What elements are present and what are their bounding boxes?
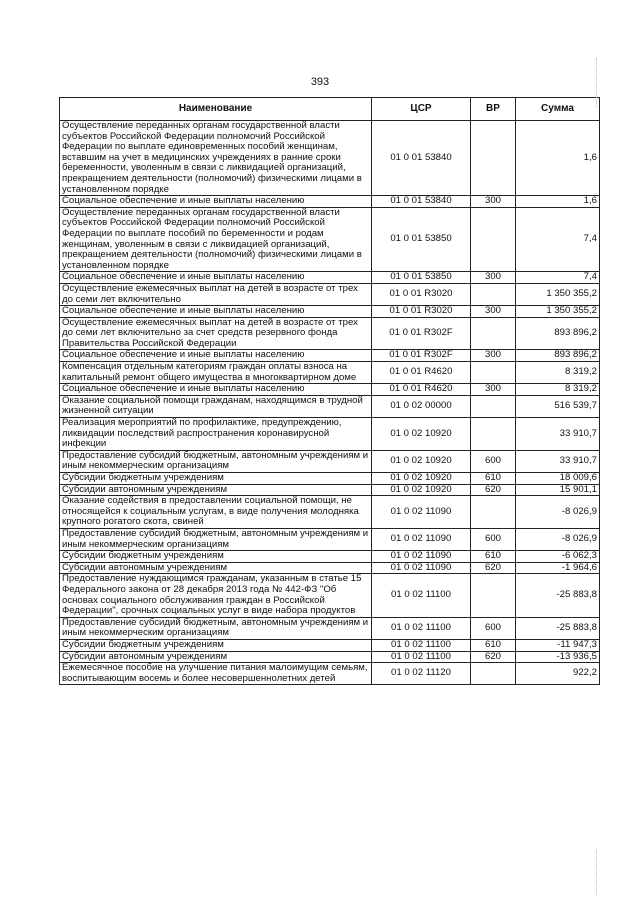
table-row — [60, 306, 600, 318]
cell-sum: -1 964,6 — [516, 562, 600, 574]
table-row — [60, 207, 600, 272]
cell-name: Осуществление ежемесячных выплат на детей в возрасте от трех до семи лет включительно за счет средств резервного фонда Правительства Российской Федерации — [60, 317, 372, 350]
header-sum: Сумма — [516, 98, 600, 121]
cell-sum: -11 947,3 — [516, 639, 600, 651]
cell-vr — [471, 496, 516, 529]
table-header-row — [60, 98, 600, 121]
cell-name: Социальное обеспечение и иные выплаты населению — [60, 272, 372, 284]
cell-name: Компенсация отдельным категориям граждан оплаты взноса на капитальный ремонт общего имущества в многоквартирном доме — [60, 362, 372, 384]
cell-vr: 620 — [471, 484, 516, 496]
cell-sum: 15 901,1 — [516, 484, 600, 496]
table-row — [60, 450, 600, 472]
cell-csr: 01 0 01 R302F — [372, 350, 471, 362]
cell-sum: 1 350 355,2 — [516, 283, 600, 305]
table-row — [60, 651, 600, 663]
cell-vr: 610 — [471, 551, 516, 563]
cell-csr: 01 0 02 11100 — [372, 574, 471, 617]
cell-name: Оказание содействия в предоставлении социальной помощи, не относящейся к социальным услугам, в виде получения молодняка крупного рогатого скота, свиней — [60, 496, 372, 529]
table-row — [60, 551, 600, 563]
cell-vr: 300 — [471, 306, 516, 318]
table-row — [60, 350, 600, 362]
cell-sum: -13 936,5 — [516, 651, 600, 663]
cell-vr: 600 — [471, 528, 516, 550]
cell-csr: 01 0 02 11090 — [372, 528, 471, 550]
cell-csr: 01 0 02 11120 — [372, 663, 471, 685]
cell-name: Субсидии автономным учреждениям — [60, 651, 372, 663]
cell-sum: 8 319,2 — [516, 362, 600, 384]
cell-sum: -25 883,8 — [516, 617, 600, 639]
cell-vr: 620 — [471, 562, 516, 574]
table-row — [60, 574, 600, 617]
cell-name: Предоставление субсидий бюджетным, автономным учреждениям и иным некоммерческим организациям — [60, 528, 372, 550]
cell-name: Социальное обеспечение и иные выплаты населению — [60, 196, 372, 208]
cell-name: Субсидии бюджетным учреждениям — [60, 639, 372, 651]
header-vr: ВР — [471, 98, 516, 121]
table-row — [60, 395, 600, 417]
page-number: 393 — [310, 76, 330, 88]
table-row — [60, 283, 600, 305]
cell-csr: 01 0 01 R4620 — [372, 362, 471, 384]
cell-vr: 610 — [471, 473, 516, 485]
cell-name: Предоставление субсидий бюджетным, автономным учреждениям и иным некоммерческим организациям — [60, 617, 372, 639]
header-name: Наименование — [60, 98, 372, 121]
cell-sum: -6 062,3 — [516, 551, 600, 563]
cell-name: Осуществление переданных органам государственной власти субъектов Российской Федерации полномочий Российской Федерации по выплате единовременных пособий женщинам, вставшим на учет в медицинских учреждениях в ранние сроки беременности, уволенным в связи с ликвидацией организаций, прекращением деятельности (полномочий) физическими лицами в установленном порядке — [60, 121, 372, 196]
cell-sum: 7,4 — [516, 272, 600, 284]
cell-csr: 01 0 02 10920 — [372, 473, 471, 485]
cell-name: Субсидии бюджетным учреждениям — [60, 473, 372, 485]
table-row — [60, 663, 600, 685]
cell-csr: 01 0 02 11090 — [372, 496, 471, 529]
table-row — [60, 272, 600, 284]
cell-sum: 33 910,7 — [516, 450, 600, 472]
cell-name: Субсидии автономным учреждениям — [60, 562, 372, 574]
cell-vr — [471, 283, 516, 305]
cell-csr: 01 0 02 11100 — [372, 639, 471, 651]
cell-sum: 7,4 — [516, 207, 600, 272]
cell-name: Социальное обеспечение и иные выплаты населению — [60, 384, 372, 396]
cell-sum: 8 319,2 — [516, 384, 600, 396]
table-row — [60, 384, 600, 396]
cell-vr — [471, 317, 516, 350]
cell-name: Социальное обеспечение и иные выплаты населению — [60, 306, 372, 318]
cell-csr: 01 0 01 53850 — [372, 207, 471, 272]
cell-csr: 01 0 02 11100 — [372, 651, 471, 663]
scan-edge-mark — [596, 850, 598, 895]
cell-csr: 01 0 01 R3020 — [372, 283, 471, 305]
cell-vr — [471, 574, 516, 617]
cell-sum: 1,6 — [516, 121, 600, 196]
table-row — [60, 617, 600, 639]
cell-csr: 01 0 01 R3020 — [372, 306, 471, 318]
cell-csr: 01 0 01 R302F — [372, 317, 471, 350]
cell-csr: 01 0 01 53840 — [372, 196, 471, 208]
table-row — [60, 528, 600, 550]
cell-vr: 600 — [471, 450, 516, 472]
cell-vr — [471, 663, 516, 685]
cell-vr: 610 — [471, 639, 516, 651]
cell-sum: 893 896,2 — [516, 317, 600, 350]
cell-name: Ежемесячное пособие на улучшение питания малоимущим семьям, воспитывающим восемь и более несовершеннолетних детей — [60, 663, 372, 685]
cell-csr: 01 0 02 11090 — [372, 562, 471, 574]
cell-name: Осуществление ежемесячных выплат на детей в возрасте от трех до семи лет включительно — [60, 283, 372, 305]
cell-csr: 01 0 02 10920 — [372, 450, 471, 472]
cell-vr: 620 — [471, 651, 516, 663]
table-row — [60, 639, 600, 651]
cell-sum: 893 896,2 — [516, 350, 600, 362]
header-csr: ЦСР — [372, 98, 471, 121]
cell-sum: -25 883,8 — [516, 574, 600, 617]
cell-name: Социальное обеспечение и иные выплаты населению — [60, 350, 372, 362]
cell-name: Предоставление субсидий бюджетным, автономным учреждениям и иным некоммерческим организациям — [60, 450, 372, 472]
table-row — [60, 121, 600, 196]
cell-sum: 1,6 — [516, 196, 600, 208]
cell-name: Оказание социальной помощи гражданам, находящимся в трудной жизненной ситуации — [60, 395, 372, 417]
cell-vr — [471, 121, 516, 196]
cell-vr — [471, 395, 516, 417]
cell-vr: 300 — [471, 384, 516, 396]
cell-vr: 300 — [471, 350, 516, 362]
cell-vr — [471, 418, 516, 451]
cell-csr: 01 0 02 00000 — [372, 395, 471, 417]
cell-sum: 33 910,7 — [516, 418, 600, 451]
cell-sum: -8 026,9 — [516, 528, 600, 550]
table-row — [60, 473, 600, 485]
table-row — [60, 484, 600, 496]
table-row — [60, 362, 600, 384]
cell-sum: -8 026,9 — [516, 496, 600, 529]
table-row — [60, 317, 600, 350]
table-row — [60, 418, 600, 451]
budget-table — [59, 97, 600, 685]
cell-name: Реализация мероприятий по профилактике, предупреждению, ликвидации последствий распространения коронавирусной инфекции — [60, 418, 372, 451]
cell-name: Субсидии бюджетным учреждениям — [60, 551, 372, 563]
cell-sum: 516 539,7 — [516, 395, 600, 417]
cell-name: Осуществление переданных органам государственной власти субъектов Российской Федерации полномочий Российской Федерации по выплате пособий по беременности и родам женщинам, уволенным в связи с ликвидацией организаций, прекращением деятельности (полномочий) физическими лицами в установленном порядке — [60, 207, 372, 272]
cell-name: Субсидии автономным учреждениям — [60, 484, 372, 496]
cell-vr: 300 — [471, 196, 516, 208]
scan-edge-mark — [596, 58, 598, 108]
cell-vr — [471, 207, 516, 272]
cell-vr: 600 — [471, 617, 516, 639]
table-row — [60, 496, 600, 529]
cell-csr: 01 0 02 11090 — [372, 551, 471, 563]
cell-csr: 01 0 02 10920 — [372, 484, 471, 496]
cell-vr — [471, 362, 516, 384]
cell-csr: 01 0 01 R4620 — [372, 384, 471, 396]
cell-csr: 01 0 02 11100 — [372, 617, 471, 639]
table-row — [60, 562, 600, 574]
cell-sum: 18 009,6 — [516, 473, 600, 485]
cell-sum: 922,2 — [516, 663, 600, 685]
cell-vr: 300 — [471, 272, 516, 284]
cell-csr: 01 0 02 10920 — [372, 418, 471, 451]
cell-csr: 01 0 01 53840 — [372, 121, 471, 196]
cell-name: Предоставление нуждающимся гражданам, указанным в статье 15 Федерального закона от 28 декабря 2013 года № 442-ФЗ "Об основах социального обслуживания граждан в Российской Федерации", срочных социальных услуг в виде набора продуктов — [60, 574, 372, 617]
cell-csr: 01 0 01 53850 — [372, 272, 471, 284]
table-row — [60, 196, 600, 208]
cell-sum: 1 350 355,2 — [516, 306, 600, 318]
